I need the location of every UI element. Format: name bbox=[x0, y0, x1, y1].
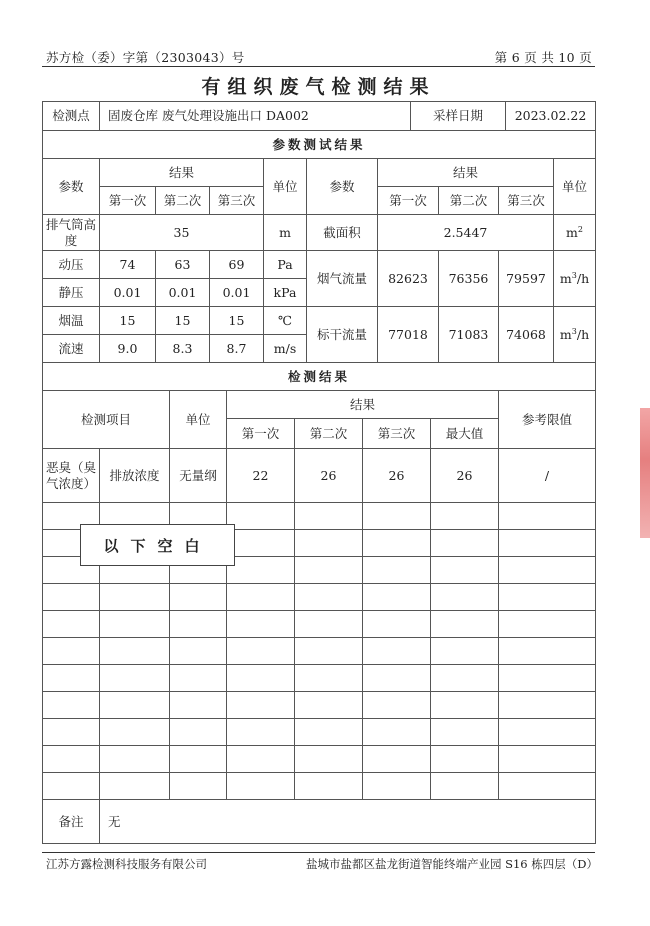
dry-flow-label: 标干流量 bbox=[307, 307, 378, 363]
date-label: 采样日期 bbox=[411, 102, 506, 131]
speed-v2: 8.3 bbox=[156, 335, 210, 363]
table-row bbox=[43, 584, 596, 611]
first-header: 第一次 bbox=[100, 187, 156, 215]
temp-v2: 15 bbox=[156, 307, 210, 335]
third-header: 第三次 bbox=[499, 187, 554, 215]
param-header-left: 参数 bbox=[43, 159, 100, 215]
table-row bbox=[43, 746, 596, 773]
table-row bbox=[43, 665, 596, 692]
dynamic-v2: 63 bbox=[156, 251, 210, 279]
flow-v2: 76356 bbox=[439, 251, 499, 307]
static-v1: 0.01 bbox=[100, 279, 156, 307]
table-row bbox=[43, 611, 596, 638]
blank-note: 以下空白 bbox=[80, 524, 235, 566]
height-unit: m bbox=[264, 215, 307, 251]
dry-flow-v1: 77018 bbox=[378, 307, 439, 363]
report-number: 苏方检（委）字第（2303043）号 bbox=[46, 50, 245, 65]
results-table bbox=[42, 362, 596, 844]
unit-header-right: 单位 bbox=[554, 159, 596, 215]
third-header: 第三次 bbox=[363, 419, 431, 449]
temp-label: 烟温 bbox=[43, 307, 100, 335]
max-header: 最大值 bbox=[431, 419, 499, 449]
static-v2: 0.01 bbox=[156, 279, 210, 307]
dynamic-unit: Pa bbox=[264, 251, 307, 279]
item-name: 恶臭（臭气浓度） bbox=[43, 449, 100, 503]
remark-label: 备注 bbox=[43, 800, 100, 844]
point-value: 固废仓库 废气处理设施出口 DA002 bbox=[100, 102, 411, 131]
speed-v3: 8.7 bbox=[210, 335, 264, 363]
limit-header: 参考限值 bbox=[499, 391, 596, 449]
info-table bbox=[42, 101, 596, 131]
temp-v1: 15 bbox=[100, 307, 156, 335]
unit-header-left: 单位 bbox=[264, 159, 307, 215]
page-title: 有组织废气检测结果 bbox=[201, 76, 436, 98]
second-header: 第二次 bbox=[156, 187, 210, 215]
table-row bbox=[43, 773, 596, 800]
company-address: 盐城市盐都区盐龙街道智能终端产业园 S16 栋四层（D） bbox=[305, 857, 598, 871]
static-unit: kPa bbox=[264, 279, 307, 307]
seal-stamp-edge bbox=[640, 408, 650, 538]
item-limit: / bbox=[499, 449, 596, 503]
area-label: 截面积 bbox=[307, 215, 378, 251]
table-row bbox=[43, 692, 596, 719]
first-header: 第一次 bbox=[227, 419, 295, 449]
param-header-right: 参数 bbox=[307, 159, 378, 215]
unit-header: 单位 bbox=[170, 391, 227, 449]
third-header: 第三次 bbox=[210, 187, 264, 215]
item-header: 检测项目 bbox=[43, 391, 170, 449]
flow-v1: 82623 bbox=[378, 251, 439, 307]
dynamic-label: 动压 bbox=[43, 251, 100, 279]
item-v2: 26 bbox=[295, 449, 363, 503]
page-info: 第 6 页 共 10 页 bbox=[494, 50, 592, 65]
params-section-title: 参数测试结果 bbox=[43, 131, 596, 159]
result-header: 结果 bbox=[227, 391, 499, 419]
height-label: 排气筒高度 bbox=[43, 215, 100, 251]
flow-label: 烟气流量 bbox=[307, 251, 378, 307]
remark-row bbox=[43, 800, 596, 844]
header-divider bbox=[42, 66, 595, 67]
results-section-title: 检测结果 bbox=[43, 363, 596, 391]
table-row bbox=[43, 638, 596, 665]
static-label: 静压 bbox=[43, 279, 100, 307]
params-table bbox=[42, 130, 596, 363]
table-row bbox=[43, 719, 596, 746]
first-header: 第一次 bbox=[378, 187, 439, 215]
company-name: 江苏方露检测科技服务有限公司 bbox=[46, 857, 207, 871]
temp-v3: 15 bbox=[210, 307, 264, 335]
dry-flow-unit: $m^3/h$ bbox=[554, 307, 596, 363]
temp-unit: ℃ bbox=[264, 307, 307, 335]
result-header-right: 结果 bbox=[378, 159, 554, 187]
flow-unit: $m^3/h$ bbox=[554, 251, 596, 307]
remark-value: 无 bbox=[100, 800, 596, 844]
item-max: 26 bbox=[431, 449, 499, 503]
speed-label: 流速 bbox=[43, 335, 100, 363]
height-value: 35 bbox=[100, 215, 264, 251]
result-header-left: 结果 bbox=[100, 159, 264, 187]
second-header: 第二次 bbox=[295, 419, 363, 449]
dry-flow-v2: 71083 bbox=[439, 307, 499, 363]
item-v1: 22 bbox=[227, 449, 295, 503]
flow-v3: 79597 bbox=[499, 251, 554, 307]
dynamic-v1: 74 bbox=[100, 251, 156, 279]
area-unit: $m^2$ bbox=[554, 215, 596, 251]
area-value: 2.5447 bbox=[378, 215, 554, 251]
speed-unit: m/s bbox=[264, 335, 307, 363]
dry-flow-v3: 74068 bbox=[499, 307, 554, 363]
date-value: 2023.02.22 bbox=[506, 102, 596, 131]
point-label: 检测点 bbox=[43, 102, 100, 131]
second-header: 第二次 bbox=[439, 187, 499, 215]
footer-divider bbox=[42, 852, 595, 853]
table-row bbox=[43, 449, 596, 503]
static-v3: 0.01 bbox=[210, 279, 264, 307]
speed-v1: 9.0 bbox=[100, 335, 156, 363]
item-type: 排放浓度 bbox=[100, 449, 170, 503]
item-v3: 26 bbox=[363, 449, 431, 503]
dynamic-v3: 69 bbox=[210, 251, 264, 279]
item-unit: 无量纲 bbox=[170, 449, 227, 503]
